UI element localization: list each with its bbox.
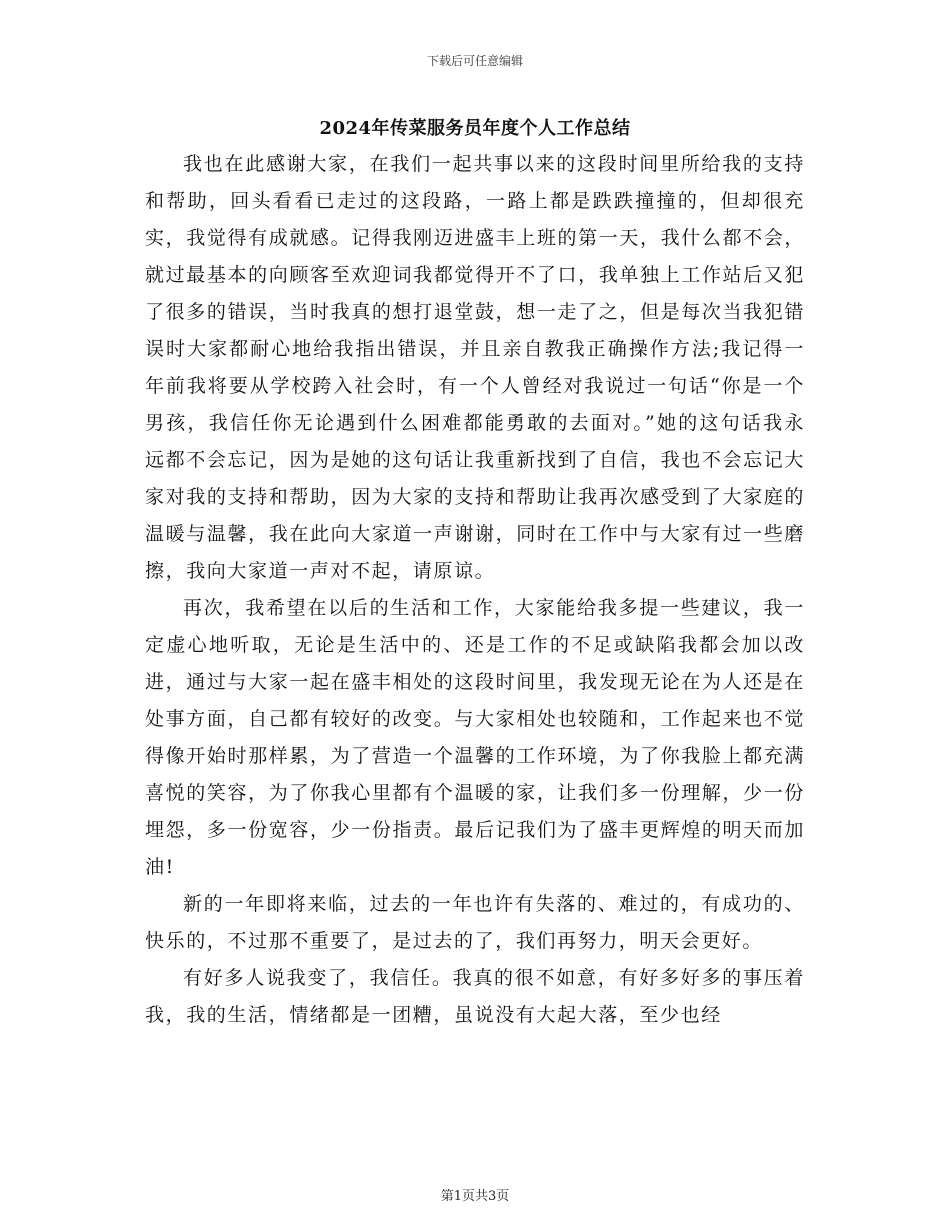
page-number: 第1页共3页: [440, 1189, 510, 1204]
document-title: 2024年传菜服务员年度个人工作总结: [319, 118, 631, 139]
page-header-note: 下载后可任意编辑: [426, 54, 523, 68]
paragraph-2: 再次，我希望在以后的生活和工作，大家能给我多提一些建议，我一定虚心地听取，无论是生活中的、还是工作的不足或缺陷我都会加以改进，通过与大家一起在盛丰相处的这段时间里，我发现无论在为人还是在处事方面，自己都有较好的改变。与大家相处也较随和，工作起来也不觉得像开始时那样累，为了营造一个温馨的工作环境，为了你我脸上都充满喜悦的笑容，为了你我心里都有个温暖的家，让我们多一份理解，少一份埋怨，多一份宽容，少一份指责。最后记我们为了盛丰更辉煌的明天而加油!: [145, 597, 805, 878]
paragraph-1: 我也在此感谢大家，在我们一起共事以来的这段时间里所给我的支持和帮助，回头看看已走过的这段路，一路上都是跌跌撞撞的，但却很充实，我觉得有成就感。记得我刚迈进盛丰上班的第一天，我什么都不会，就过最基本的向顾客至欢迎词我都觉得开不了口，我单独上工作站后又犯了很多的错误，当时我真的想打退堂鼓，想一走了之，但是每次当我犯错误时大家都耐心地给我指出错误，并且亲自教我正确操作方法;我记得一年前我将要从学校跨入社会时，有一个人曾经对我说过一句话“你是一个男孩，我信任你无论遇到什么困难都能勇敢的去面对。”她的这句话我永远都不会忘记，因为是她的这句话让我重新找到了自信，我也不会忘记大家对我的支持和帮助，因为大家的支持和帮助让我再次感受到了大家庭的温暖与温馨，我在此向大家道一声谢谢，同时在工作中与大家有过一些磨擦，我向大家道一声对不起，请原谅。: [145, 153, 805, 582]
paragraph-3: 新的一年即将来临，过去的一年也许有失落的、难过的，有成功的、快乐的，不过那不重要了，是过去的了，我们再努力，明天会更好。: [145, 893, 805, 952]
document-body: [145, 146, 805, 1034]
paragraph-4: 有好多人说我变了，我信任。我真的很不如意，有好多好多的事压着我，我的生活，情绪都是一团糟，虽说没有大起大落，至少也经: [145, 967, 805, 1026]
